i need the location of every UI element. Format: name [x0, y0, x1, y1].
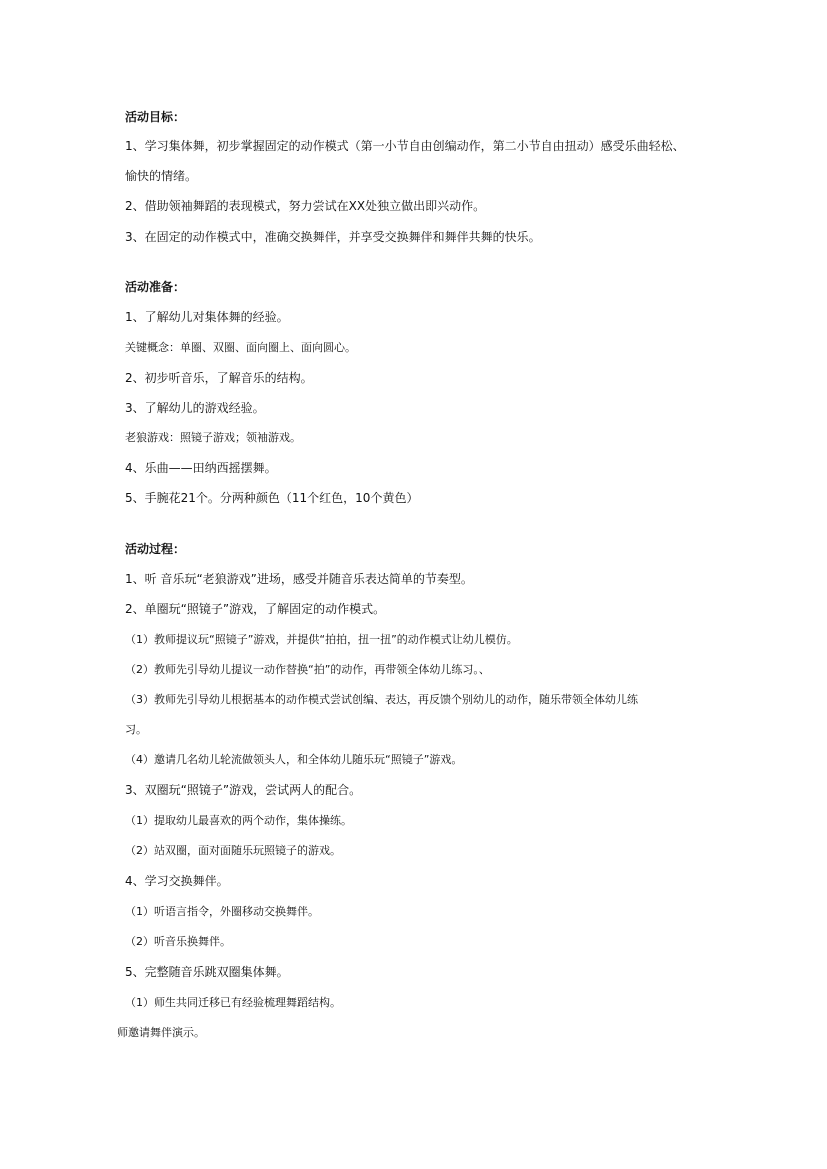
process-step-4-sub-2: （2）听音乐换舞伴。 [125, 935, 231, 948]
prep-item-4: 4、乐曲——田纳西摇摆舞。 [125, 461, 277, 475]
process-heading: 活动过程： [125, 542, 186, 556]
process-step-2-sub-4: （4）邀请几名幼儿轮流做领头人，和全体幼儿随乐玩“照镜子”游戏。 [125, 753, 463, 766]
process-step-1: 1、听 音乐玩“老狼游戏”进场，感受并随音乐表达简单的节奏型。 [125, 572, 473, 586]
process-step-4-sub-1: （1）听语言指令，外圈移动交换舞伴。 [125, 905, 319, 918]
process-step-2: 2、单圈玩“照镜子”游戏，了解固定的动作模式。 [125, 602, 386, 616]
prep-item-1: 1、了解幼儿对集体舞的经验。 [125, 310, 289, 324]
process-step-3-sub-1: （1）提取幼儿最喜欢的两个动作，集体操练。 [125, 814, 352, 827]
goals-heading: 活动目标： [125, 110, 186, 124]
process-step-2-sub-3-continued: 习。 [125, 723, 147, 736]
goal-item-2: 2、借助领袖舞蹈的表现模式，努力尝试在XX处独立做出即兴动作。 [125, 199, 486, 213]
prep-heading: 活动准备： [125, 280, 186, 294]
process-step-4: 4、学习交换舞伴。 [125, 874, 229, 888]
process-step-5: 5、完整随音乐跳双圈集体舞。 [125, 965, 289, 979]
process-step-5-sub-1: （1）师生共同迁移已有经验梳理舞蹈结构。 [125, 996, 341, 1009]
prep-item-5: 5、手腕花21个。分两种颜色（11个红色，10个黄色） [125, 491, 419, 505]
goal-item-1: 1、学习集体舞，初步掌握固定的动作模式（第一小节自由创编动作，第二小节自由扭动）感受乐曲轻松、 [125, 139, 685, 153]
process-final-note: 师邀请舞伴演示。 [117, 1026, 205, 1039]
goal-item-1-continued: 愉快的情绪。 [125, 169, 198, 183]
prep-item-3: 3、了解幼儿的游戏经验。 [125, 401, 265, 415]
process-step-3: 3、双圈玩“照镜子”游戏，尝试两人的配合。 [125, 783, 362, 797]
process-step-2-sub-3: （3）教师先引导幼儿根据基本的动作模式尝试创编、表达，再反馈个别幼儿的动作，随乐带领全体幼儿练 [125, 693, 638, 706]
process-step-2-sub-1: （1）教师提议玩“照镜子”游戏，并提供“拍拍，扭一扭”的动作模式让幼儿模仿。 [125, 633, 518, 646]
process-step-2-sub-2: （2）教师先引导幼儿提议一动作替换“拍”的动作，再带领全体幼儿练习。、 [125, 663, 490, 676]
prep-item-2: 2、初步听音乐，了解音乐的结构。 [125, 371, 313, 385]
process-step-3-sub-2: （2）站双圈，面对面随乐玩照镜子的游戏。 [125, 844, 341, 857]
prep-games: 老狼游戏：照镜子游戏；领袖游戏。 [125, 431, 301, 444]
goal-item-3: 3、在固定的动作模式中，准确交换舞伴，并享受交换舞伴和舞伴共舞的快乐。 [125, 230, 541, 244]
prep-key-concepts: 关键概念：单圈、双圈、面向圈上、面向圆心。 [125, 341, 356, 354]
